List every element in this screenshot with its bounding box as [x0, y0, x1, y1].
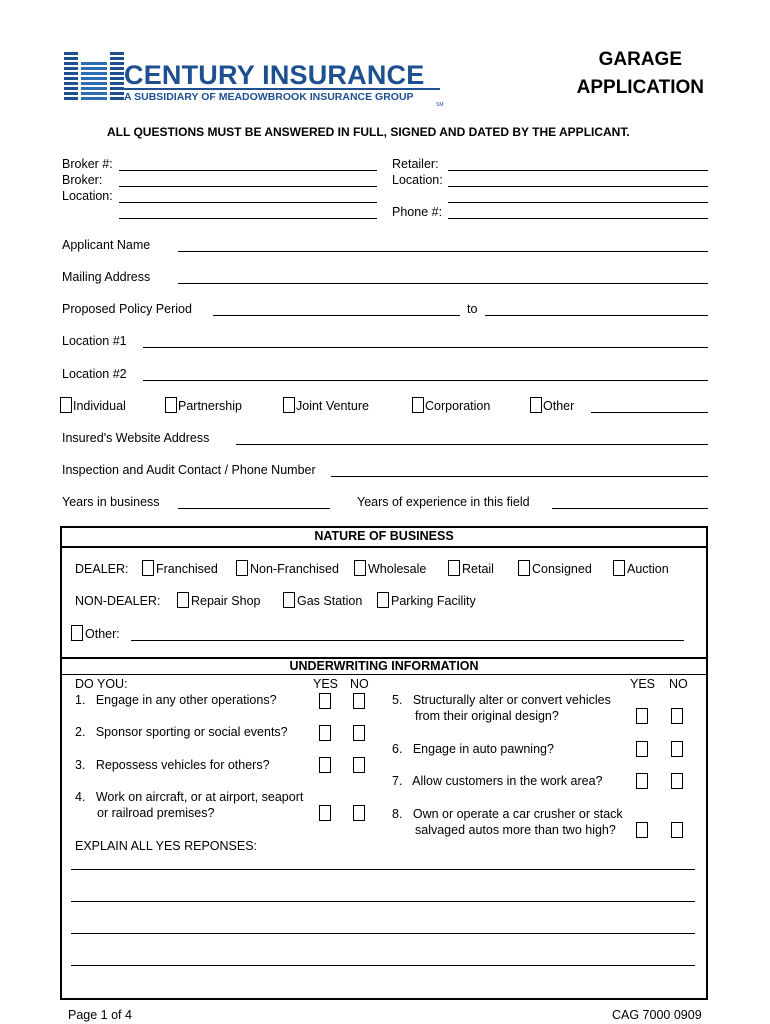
brand-tagline: A SUBSIDIARY OF MEADOWBROOK INSURANCE GROUP	[124, 91, 414, 103]
page-number: Page 1 of 4	[68, 1008, 132, 1022]
no-header-left: NO	[350, 677, 369, 691]
nature-heading: NATURE OF BUSINESS	[314, 529, 454, 543]
retailer-location-label: Location:	[392, 173, 443, 187]
applicant-name-field[interactable]	[178, 251, 708, 252]
applicant-name-label: Applicant Name	[62, 238, 151, 252]
dealer-auction-label: Auction	[627, 562, 669, 576]
policy-period-from-field[interactable]	[213, 315, 460, 316]
q6-yes-checkbox[interactable]	[636, 741, 648, 757]
nondealer-repair-checkbox[interactable]	[177, 592, 189, 608]
nature-other-checkbox[interactable]	[71, 625, 83, 641]
company-logo	[64, 50, 444, 108]
nondealer-gas-checkbox[interactable]	[283, 592, 295, 608]
question-1: 1. Engage in any other operations?	[75, 693, 277, 707]
inspection-contact-label: Inspection and Audit Contact / Phone Number	[62, 463, 316, 477]
location1-label: Location #1	[62, 334, 127, 348]
location2-label: Location #2	[62, 367, 127, 381]
question-3: 3. Repossess vehicles for others?	[75, 758, 270, 772]
no-header-right: NO	[669, 677, 688, 691]
entity-corporation-label: Corporation	[425, 399, 491, 413]
q5-no-checkbox[interactable]	[671, 708, 683, 724]
inspection-contact-field[interactable]	[331, 476, 708, 477]
phone-field[interactable]	[448, 218, 708, 219]
question-4-line1: 4. Work on aircraft, or at airport, seaport	[75, 790, 304, 804]
retailer-location-field-2[interactable]	[448, 202, 708, 203]
location1-field[interactable]	[143, 347, 708, 348]
q4-no-checkbox[interactable]	[353, 805, 365, 821]
website-label: Insured's Website Address	[62, 431, 210, 445]
form-title-line2: APPLICATION	[576, 77, 704, 98]
policy-period-to-field[interactable]	[485, 315, 708, 316]
q7-yes-checkbox[interactable]	[636, 773, 648, 789]
entity-other-checkbox[interactable]	[530, 397, 542, 413]
years-experience-label: Years of experience in this field	[357, 495, 530, 509]
question-8-line1: 8. Own or operate a car crusher or stack	[392, 807, 623, 821]
form-title-line1: GARAGE	[598, 49, 683, 70]
q3-no-checkbox[interactable]	[353, 757, 365, 773]
retailer-field[interactable]	[448, 170, 708, 171]
q4-yes-checkbox[interactable]	[319, 805, 331, 821]
entity-joint-venture-label: Joint Venture	[296, 399, 369, 413]
q8-yes-checkbox[interactable]	[636, 822, 648, 838]
dealer-franchised-label: Franchised	[156, 562, 218, 576]
brand-name: CENTURY INSURANCE	[124, 60, 425, 90]
nondealer-repair-label: Repair Shop	[191, 594, 261, 608]
q2-yes-checkbox[interactable]	[319, 725, 331, 741]
question-7: 7. Allow customers in the work area?	[392, 774, 603, 788]
question-5-line1: 5. Structurally alter or convert vehicles	[392, 693, 611, 707]
form-code: CAG 7000 0909	[612, 1008, 702, 1022]
nondealer-parking-label: Parking Facility	[391, 594, 476, 608]
dealer-nonfranchised-label: Non-Franchised	[250, 562, 339, 576]
q7-no-checkbox[interactable]	[671, 773, 683, 789]
q5-yes-checkbox[interactable]	[636, 708, 648, 724]
explain-line-4[interactable]	[71, 965, 695, 966]
entity-individual-checkbox[interactable]	[60, 397, 72, 413]
instructions-text: ALL QUESTIONS MUST BE ANSWERED IN FULL, SIGNED AND DATED BY THE APPLICANT.	[107, 125, 630, 139]
dealer-auction-checkbox[interactable]	[613, 560, 625, 576]
dealer-retail-label: Retail	[462, 562, 494, 576]
explain-line-3[interactable]	[71, 933, 695, 934]
q2-no-checkbox[interactable]	[353, 725, 365, 741]
q1-no-checkbox[interactable]	[353, 693, 365, 709]
entity-other-field[interactable]	[591, 412, 708, 413]
broker-label: Broker:	[62, 173, 103, 187]
dealer-consigned-checkbox[interactable]	[518, 560, 530, 576]
broker-location-field-1[interactable]	[119, 202, 377, 203]
explain-label: EXPLAIN ALL YES REPONSES:	[75, 839, 258, 853]
q3-yes-checkbox[interactable]	[319, 757, 331, 773]
nature-other-field[interactable]	[131, 640, 684, 641]
underwriting-heading-rule-bottom	[60, 674, 708, 675]
dealer-wholesale-checkbox[interactable]	[354, 560, 366, 576]
nature-other-label: Other:	[85, 627, 120, 641]
dealer-wholesale-label: Wholesale	[368, 562, 427, 576]
yes-header-right: YES	[630, 677, 656, 691]
broker-number-label: Broker #:	[62, 157, 113, 171]
explain-line-1[interactable]	[71, 869, 695, 870]
entity-partnership-label: Partnership	[178, 399, 242, 413]
question-5-line2: from their original design?	[415, 709, 559, 723]
form-title	[577, 46, 704, 102]
years-business-field[interactable]	[178, 508, 330, 509]
policy-period-to-label: to	[467, 302, 478, 316]
explain-line-2[interactable]	[71, 901, 695, 902]
question-6: 6. Engage in auto pawning?	[392, 742, 554, 756]
nondealer-label: NON-DEALER:	[75, 594, 161, 608]
years-business-label: Years in business	[62, 495, 160, 509]
entity-corporation-checkbox[interactable]	[412, 397, 424, 413]
entity-partnership-checkbox[interactable]	[165, 397, 177, 413]
logo-emblem-icon	[64, 52, 124, 104]
nondealer-parking-checkbox[interactable]	[377, 592, 389, 608]
retailer-label: Retailer:	[392, 157, 439, 171]
broker-number-field[interactable]	[119, 170, 377, 171]
broker-location-label: Location:	[62, 189, 113, 203]
dealer-franchised-checkbox[interactable]	[142, 560, 154, 576]
yes-header-left: YES	[313, 677, 339, 691]
dealer-consigned-label: Consigned	[532, 562, 592, 576]
policy-period-label: Proposed Policy Period	[62, 302, 192, 316]
dealer-nonfranchised-checkbox[interactable]	[236, 560, 248, 576]
retailer-location-field-1[interactable]	[448, 186, 708, 187]
question-8-line2: salvaged autos more than two high?	[415, 823, 616, 837]
nondealer-gas-label: Gas Station	[297, 594, 363, 608]
phone-label: Phone #:	[392, 205, 443, 219]
dealer-label: DEALER:	[75, 562, 129, 576]
question-2: 2. Sponsor sporting or social events?	[75, 725, 288, 739]
website-field[interactable]	[236, 444, 708, 445]
entity-individual-label: Individual	[73, 399, 126, 413]
question-4-line2: or railroad premises?	[97, 806, 215, 820]
dealer-retail-checkbox[interactable]	[448, 560, 460, 576]
mailing-address-label: Mailing Address	[62, 270, 151, 284]
do-you-label: DO YOU:	[75, 677, 128, 691]
q6-no-checkbox[interactable]	[671, 741, 683, 757]
broker-field[interactable]	[119, 186, 377, 187]
entity-other-label: Other	[543, 399, 575, 413]
entity-joint-venture-checkbox[interactable]	[283, 397, 295, 413]
underwriting-heading: UNDERWRITING INFORMATION	[289, 659, 479, 673]
location2-field[interactable]	[143, 380, 708, 381]
trademark-mark: SM	[436, 102, 444, 108]
q1-yes-checkbox[interactable]	[319, 693, 331, 709]
years-experience-field[interactable]	[552, 508, 708, 509]
mailing-address-field[interactable]	[178, 283, 708, 284]
nature-heading-rule	[60, 546, 708, 548]
q8-no-checkbox[interactable]	[671, 822, 683, 838]
broker-location-field-2[interactable]	[119, 218, 377, 219]
